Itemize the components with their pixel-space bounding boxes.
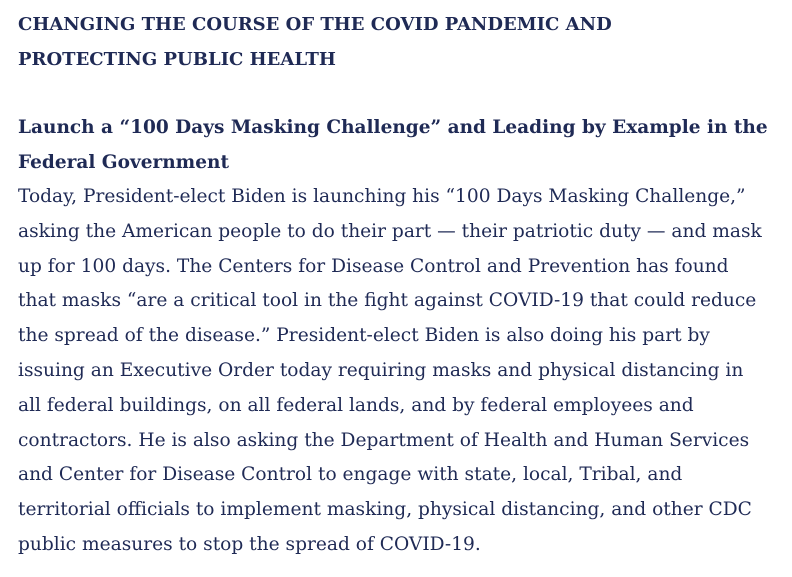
body-line: that masks “are a critical tool in the fight against COVID-19 that could reduce xyxy=(18,290,757,312)
section-heading-line: CHANGING THE COURSE OF THE COVID PANDEMIC AND xyxy=(18,14,612,35)
body-line: issuing an Executive Order today requiring masks and physical distancing in xyxy=(18,359,744,381)
body-line: up for 100 days. The Centers for Disease Control and Prevention has found xyxy=(18,255,729,277)
body-line: Today, President-elect Biden is launching his “100 Days Masking Challenge,” xyxy=(18,186,746,207)
body-line: public measures to stop the spread of COVID-19. xyxy=(18,533,481,555)
article-body xyxy=(18,180,782,563)
document-page xyxy=(18,7,782,563)
body-line: contractors. He is also asking the Department of Health and Human Services xyxy=(18,429,750,451)
section-heading-line: PROTECTING PUBLIC HEALTH xyxy=(18,49,336,70)
body-line: territorial officials to implement masking, physical distancing, and other CDC xyxy=(18,499,752,521)
subheading-line: Launch a “100 Days Masking Challenge” and Leading by Example in the xyxy=(18,117,768,138)
body-line: the spread of the disease.” President-elect Biden is also doing his part by xyxy=(18,325,710,347)
subheading-line: Federal Government xyxy=(18,151,229,173)
body-line: asking the American people to do their part — their patriotic duty — and mask xyxy=(18,220,762,242)
section-heading xyxy=(18,7,782,77)
body-line: all federal buildings, on all federal lands, and by federal employees and xyxy=(18,394,694,416)
article-subheading xyxy=(18,111,782,180)
body-line: and Center for Disease Control to engage with state, local, Tribal, and xyxy=(18,464,683,486)
section-spacer xyxy=(18,77,782,111)
